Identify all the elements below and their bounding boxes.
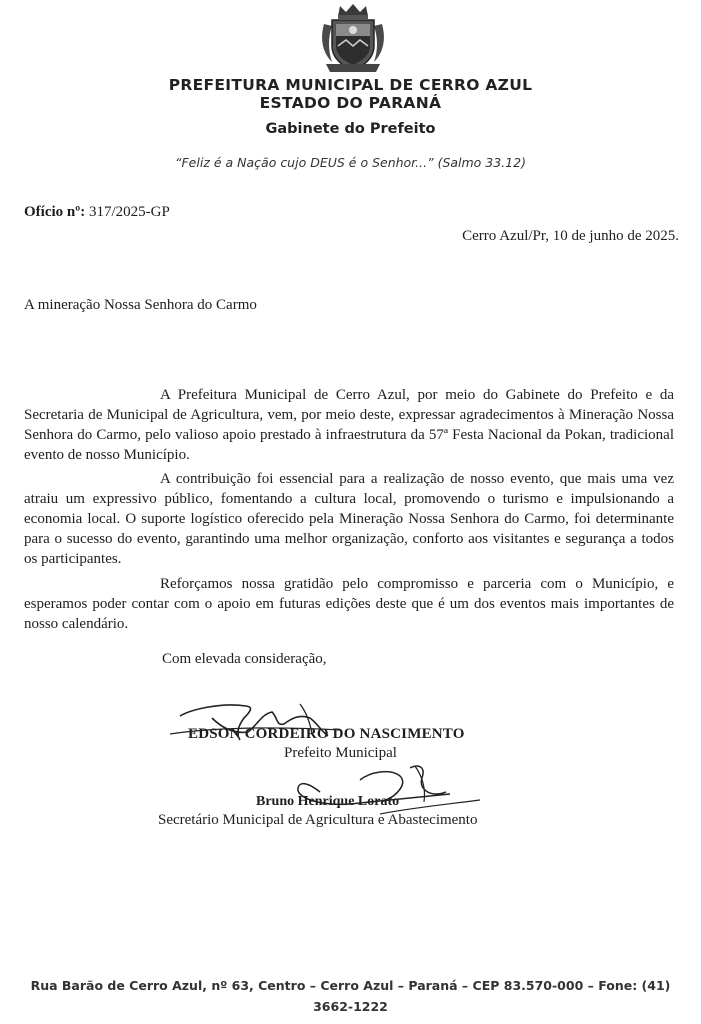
coat-of-arms-icon	[318, 2, 388, 74]
signatures-handwriting	[150, 688, 570, 838]
motto-quote: “Feliz é a Nação cujo DEUS é o Senhor...”	[175, 155, 434, 170]
reference-label: Ofício nº:	[24, 204, 86, 220]
municipality-heading: PREFEITURA MUNICIPAL DE CERRO AZUL	[168, 76, 533, 94]
mayor-name: EDSON CORDEIRO DO NASCIMENTO	[188, 726, 465, 742]
motto	[0, 155, 701, 170]
motto-reference: (Salmo 33.12)	[437, 155, 526, 170]
footer-phone: 3662-1222	[313, 999, 388, 1014]
recipient: A mineração Nossa Senhora do Carmo	[24, 297, 257, 313]
state-heading: ESTADO DO PARANÁ	[259, 94, 442, 112]
reference-number: 317/2025-GP	[88, 204, 170, 220]
mayor-signature-stroke	[180, 705, 328, 740]
body-paragraph-3: Reforçamos nossa gratidão pelo compromisso e parceria com o Município, e esperamos poder contar com o apoio em futuras edições deste que é um dos eventos mais importantes de nosso calendário.	[24, 576, 674, 632]
secretary-signature-stroke	[298, 766, 450, 804]
body-paragraph-1: A Prefeitura Municipal de Cerro Azul, por meio do Gabinete do Prefeito e da Secretaria de Municipal de Agricultura, vem, por meio deste, expressar agradecimentos à Mineração Nossa Senhora do Carmo, pelo valioso apoio prestado à infraestrutura da 57ª Festa Nacional da Pokan, tradicional evento de nosso Município.	[24, 387, 674, 463]
secretary-name: Bruno Henrique Lorato	[256, 794, 400, 809]
secretary-role: Secretário Municipal de Agricultura e Abastecimento	[158, 812, 478, 828]
document-reference	[24, 204, 170, 221]
footer-address: Rua Barão de Cerro Azul, nº 63, Centro – Cerro Azul – Paraná – CEP 83.570-000 – Fone: (41)	[30, 978, 671, 993]
closing-line: Com elevada consideração,	[162, 651, 327, 667]
page-footer	[20, 975, 681, 1017]
office-heading: Gabinete do Prefeito	[265, 121, 436, 137]
document-date: Cerro Azul/Pr, 10 de junho de 2025.	[462, 228, 679, 244]
mayor-role: Prefeito Municipal	[284, 745, 397, 761]
body-paragraph-2: A contribuição foi essencial para a realização de nosso evento, que mais uma vez atraiu um expressivo público, fomentando a cultura local, promovendo o turismo e impulsionando a economia local. O suporte logístico oferecido pela Mineração Nossa Senhora do Carmo, foi determinante para o sucesso do evento, garantindo uma melhor organização, conforto aos visitantes e segurança a todos os participantes.	[24, 471, 674, 567]
